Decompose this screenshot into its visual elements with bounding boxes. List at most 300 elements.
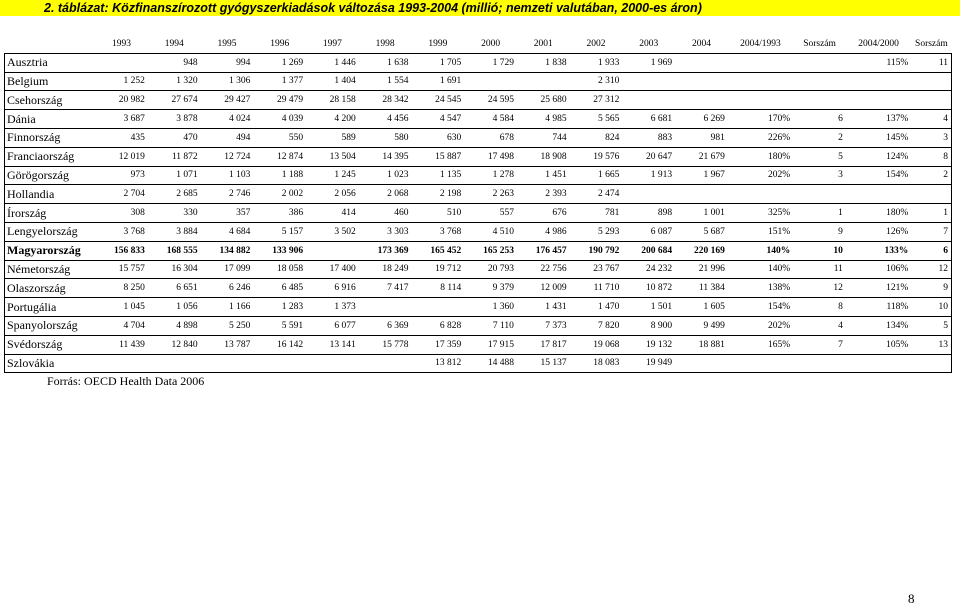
table-cell: 11 872: [148, 147, 201, 166]
table-cell: 12 724: [201, 147, 254, 166]
table-cell: 4 200: [306, 110, 359, 129]
table-cell: 9: [911, 279, 951, 298]
column-header: 1998: [375, 38, 395, 49]
table-cell: 11: [793, 260, 846, 279]
table-cell: 133 906: [253, 241, 306, 260]
table-cell: 180%: [846, 204, 911, 223]
country-name: Szlovákia: [5, 354, 96, 373]
table-cell: 165 253: [464, 241, 517, 260]
table-cell: 1 283: [253, 298, 306, 317]
table-cell: 1 691: [412, 72, 465, 91]
table-cell: 5 565: [570, 110, 623, 129]
table-cell: 1 431: [517, 298, 570, 317]
table-cell: 168 555: [148, 241, 201, 260]
table-cell: 17 817: [517, 335, 570, 354]
table-cell: 156 833: [95, 241, 148, 260]
table-cell: 1 446: [306, 53, 359, 72]
page-number: 8: [908, 591, 915, 606]
table-cell: 1 103: [201, 166, 254, 185]
table-cell: [306, 241, 359, 260]
table-cell: [793, 354, 846, 373]
table-cell: 1 705: [412, 53, 465, 72]
table-cell: [622, 72, 675, 91]
table-cell: [728, 53, 793, 72]
table-cell: 2 474: [570, 185, 623, 204]
table-cell: 5 250: [201, 316, 254, 335]
table-row: [5, 91, 952, 110]
table-cell: 2 310: [570, 72, 623, 91]
column-header: 2004: [691, 38, 711, 49]
table-cell: 589: [306, 128, 359, 147]
table-cell: [359, 298, 412, 317]
table-cell: 3 502: [306, 222, 359, 241]
table-cell: 7 417: [359, 279, 412, 298]
table-cell: 27 312: [570, 91, 623, 110]
table-cell: 8 900: [622, 316, 675, 335]
table-row: [5, 260, 952, 279]
table-cell: 6 077: [306, 316, 359, 335]
table-cell: 10: [911, 298, 951, 317]
table-cell: [728, 354, 793, 373]
country-name: Görögország: [5, 166, 96, 185]
table-cell: [911, 354, 951, 373]
table-cell: 1 166: [201, 298, 254, 317]
table-cell: [412, 298, 465, 317]
table-cell: [622, 185, 675, 204]
table-cell: 176 457: [517, 241, 570, 260]
table-cell: 180%: [728, 147, 793, 166]
table-cell: 3: [793, 166, 846, 185]
table-cell: 1 252: [95, 72, 148, 91]
table-cell: 4 986: [517, 222, 570, 241]
table-cell: 133%: [846, 241, 911, 260]
table-cell: 21 679: [675, 147, 728, 166]
table-cell: [675, 53, 728, 72]
table-cell: 1 373: [306, 298, 359, 317]
table-cell: 2 746: [201, 185, 254, 204]
table-cell: 1: [911, 204, 951, 223]
table-cell: [793, 185, 846, 204]
table-cell: 4 704: [95, 316, 148, 335]
country-name: Svédország: [5, 335, 96, 354]
table-cell: 17 099: [201, 260, 254, 279]
table-cell: 145%: [846, 128, 911, 147]
table-cell: 165%: [728, 335, 793, 354]
table-cell: 1 269: [253, 53, 306, 72]
table-cell: 1 967: [675, 166, 728, 185]
table-cell: 2 685: [148, 185, 201, 204]
table-cell: 824: [570, 128, 623, 147]
table-cell: 2 056: [306, 185, 359, 204]
table-cell: 20 793: [464, 260, 517, 279]
table-cell: 1 056: [148, 298, 201, 317]
table-cell: 357: [201, 204, 254, 223]
table-cell: 9 379: [464, 279, 517, 298]
country-name: Ausztria: [5, 53, 96, 72]
table-cell: [675, 91, 728, 110]
country-name: Franciaország: [5, 147, 96, 166]
table-cell: [675, 185, 728, 204]
table-cell: 13 787: [201, 335, 254, 354]
column-header: 2004/1993: [740, 38, 781, 49]
table-cell: 18 881: [675, 335, 728, 354]
column-header: 1999: [428, 38, 448, 49]
table-cell: 12 874: [253, 147, 306, 166]
table-row: [5, 316, 952, 335]
table-cell: 124%: [846, 147, 911, 166]
table-cell: 6 246: [201, 279, 254, 298]
table-cell: 13: [911, 335, 951, 354]
table-row: [5, 128, 952, 147]
table-cell: 4 898: [148, 316, 201, 335]
table-cell: [846, 354, 911, 373]
table-cell: 154%: [728, 298, 793, 317]
table-cell: 16 304: [148, 260, 201, 279]
table-cell: 134 882: [201, 241, 254, 260]
column-header: 2002: [586, 38, 606, 49]
table-cell: 325%: [728, 204, 793, 223]
table-cell: 1 320: [148, 72, 201, 91]
table-cell: 12: [911, 260, 951, 279]
table-cell: 24 545: [412, 91, 465, 110]
table-cell: 24 595: [464, 91, 517, 110]
table-cell: 19 068: [570, 335, 623, 354]
table-cell: 470: [148, 128, 201, 147]
table-row: [5, 354, 952, 373]
table-cell: 676: [517, 204, 570, 223]
table-row: [5, 222, 952, 241]
table-body: [5, 53, 952, 373]
table-cell: [793, 91, 846, 110]
table-row: [5, 72, 952, 91]
table-cell: 11 384: [675, 279, 728, 298]
table-cell: 744: [517, 128, 570, 147]
table-cell: 5: [793, 147, 846, 166]
table-cell: 140%: [728, 241, 793, 260]
table-cell: 1 278: [464, 166, 517, 185]
table-cell: 1 245: [306, 166, 359, 185]
table-cell: 18 083: [570, 354, 623, 373]
table-cell: 18 249: [359, 260, 412, 279]
table-row: [5, 166, 952, 185]
table-cell: 1 605: [675, 298, 728, 317]
table-cell: 9: [793, 222, 846, 241]
table-cell: 5 157: [253, 222, 306, 241]
table-cell: 2 393: [517, 185, 570, 204]
table-cell: 202%: [728, 166, 793, 185]
country-name: Olaszország: [5, 279, 96, 298]
table-cell: 126%: [846, 222, 911, 241]
table-cell: 24 232: [622, 260, 675, 279]
table-cell: 1 838: [517, 53, 570, 72]
table-cell: 3: [911, 128, 951, 147]
country-name: Belgium: [5, 72, 96, 91]
table-cell: 3 878: [148, 110, 201, 129]
table-cell: 1 045: [95, 298, 148, 317]
table-cell: [846, 72, 911, 91]
table-row: [5, 241, 952, 260]
table-cell: [911, 91, 951, 110]
table-cell: 170%: [728, 110, 793, 129]
table-cell: 580: [359, 128, 412, 147]
table-cell: 15 887: [412, 147, 465, 166]
table-cell: [622, 91, 675, 110]
table-cell: 4: [911, 110, 951, 129]
table-cell: [675, 72, 728, 91]
table-cell: 19 576: [570, 147, 623, 166]
table-cell: 3 687: [95, 110, 148, 129]
table-cell: 5 591: [253, 316, 306, 335]
table-cell: 18 908: [517, 147, 570, 166]
table-cell: 1 665: [570, 166, 623, 185]
table-cell: 28 158: [306, 91, 359, 110]
table-cell: 8 114: [412, 279, 465, 298]
table-cell: 1: [793, 204, 846, 223]
table-cell: 190 792: [570, 241, 623, 260]
table-cell: [728, 185, 793, 204]
country-name: Németország: [5, 260, 96, 279]
table-cell: 13 141: [306, 335, 359, 354]
table-row: [5, 110, 952, 129]
table-row: [5, 279, 952, 298]
table-cell: [728, 91, 793, 110]
table-cell: 202%: [728, 316, 793, 335]
table-cell: 2: [911, 166, 951, 185]
table-cell: 4 684: [201, 222, 254, 241]
table-cell: 11 439: [95, 335, 148, 354]
table-cell: 308: [95, 204, 148, 223]
table-cell: 9 499: [675, 316, 728, 335]
table-cell: 1 001: [675, 204, 728, 223]
table-cell: 7 110: [464, 316, 517, 335]
table-cell: 6 681: [622, 110, 675, 129]
table-cell: 11: [911, 53, 951, 72]
country-name: Írország: [5, 204, 96, 223]
table-cell: [793, 53, 846, 72]
table-cell: 3 884: [148, 222, 201, 241]
country-name: Dánia: [5, 110, 96, 129]
table-cell: 115%: [846, 53, 911, 72]
data-table: [4, 35, 952, 373]
table-row: [5, 185, 952, 204]
table-cell: [793, 72, 846, 91]
country-name: Lengyelország: [5, 222, 96, 241]
table-cell: 12 009: [517, 279, 570, 298]
column-header: 1997: [322, 38, 342, 49]
table-cell: 200 684: [622, 241, 675, 260]
table-cell: 1 377: [253, 72, 306, 91]
table-cell: 18 058: [253, 260, 306, 279]
table-cell: 17 498: [464, 147, 517, 166]
table-cell: 4 547: [412, 110, 465, 129]
table-cell: [464, 72, 517, 91]
table-cell: 2 704: [95, 185, 148, 204]
table-cell: 981: [675, 128, 728, 147]
table-cell: 4: [793, 316, 846, 335]
table-cell: 1 969: [622, 53, 675, 72]
table-cell: 137%: [846, 110, 911, 129]
table-cell: 6: [911, 241, 951, 260]
table-cell: 173 369: [359, 241, 412, 260]
table-row: [5, 147, 952, 166]
table-cell: 883: [622, 128, 675, 147]
table-cell: [148, 354, 201, 373]
table-cell: 13 504: [306, 147, 359, 166]
table-cell: 140%: [728, 260, 793, 279]
table-cell: [846, 91, 911, 110]
table-cell: 7 373: [517, 316, 570, 335]
table-cell: 6 269: [675, 110, 728, 129]
country-name: Finnország: [5, 128, 96, 147]
table-cell: 1 913: [622, 166, 675, 185]
table-cell: 6 651: [148, 279, 201, 298]
table-cell: 494: [201, 128, 254, 147]
country-name: Spanyolország: [5, 316, 96, 335]
table-cell: 4 456: [359, 110, 412, 129]
table-cell: 105%: [846, 335, 911, 354]
table-cell: 1 554: [359, 72, 412, 91]
table-cell: 106%: [846, 260, 911, 279]
table-cell: 2 263: [464, 185, 517, 204]
table-cell: [517, 72, 570, 91]
table-cell: 550: [253, 128, 306, 147]
table-cell: 7: [793, 335, 846, 354]
header-row: [5, 35, 952, 53]
table-cell: 386: [253, 204, 306, 223]
table-cell: 7: [911, 222, 951, 241]
source-note: Forrás: OECD Health Data 2006: [47, 374, 205, 388]
table-cell: 10 872: [622, 279, 675, 298]
column-header: Sorszám: [915, 38, 948, 49]
table-cell: [728, 72, 793, 91]
table-cell: 1 451: [517, 166, 570, 185]
table-cell: 7 820: [570, 316, 623, 335]
table-cell: [201, 354, 254, 373]
table-cell: 2 198: [412, 185, 465, 204]
table-cell: 3 768: [412, 222, 465, 241]
table-cell: 25 680: [517, 91, 570, 110]
table-cell: 14 395: [359, 147, 412, 166]
table-cell: 1 023: [359, 166, 412, 185]
table-cell: 15 137: [517, 354, 570, 373]
country-name: Portugália: [5, 298, 96, 317]
table-row: [5, 335, 952, 354]
table-row: [5, 53, 952, 72]
table-cell: 510: [412, 204, 465, 223]
table-cell: 1 501: [622, 298, 675, 317]
table-cell: 138%: [728, 279, 793, 298]
table-cell: 678: [464, 128, 517, 147]
table-cell: 226%: [728, 128, 793, 147]
table-cell: 1 638: [359, 53, 412, 72]
table-cell: [306, 354, 359, 373]
table-cell: 781: [570, 204, 623, 223]
table-cell: 6: [793, 110, 846, 129]
table-cell: 898: [622, 204, 675, 223]
table-cell: 4 985: [517, 110, 570, 129]
table-cell: 14 488: [464, 354, 517, 373]
table-cell: 1 071: [148, 166, 201, 185]
table-cell: 6 828: [412, 316, 465, 335]
column-header: 1995: [217, 38, 237, 49]
table-cell: [253, 354, 306, 373]
table-cell: 414: [306, 204, 359, 223]
table-cell: 17 359: [412, 335, 465, 354]
table-cell: 154%: [846, 166, 911, 185]
table-cell: 1 306: [201, 72, 254, 91]
table-cell: 10: [793, 241, 846, 260]
column-header: 2003: [639, 38, 659, 49]
table-cell: 6 369: [359, 316, 412, 335]
table-cell: 12 019: [95, 147, 148, 166]
table-cell: 948: [148, 53, 201, 72]
table-cell: 12: [793, 279, 846, 298]
table-cell: 4 584: [464, 110, 517, 129]
column-header: 2001: [533, 38, 553, 49]
column-header: 1994: [164, 38, 184, 49]
table-cell: 21 996: [675, 260, 728, 279]
table-cell: 15 757: [95, 260, 148, 279]
table-cell: 1 404: [306, 72, 359, 91]
table-cell: 19 712: [412, 260, 465, 279]
table-cell: 435: [95, 128, 148, 147]
table-cell: [95, 53, 148, 72]
table-title: 2. táblázat: Közfinanszírozott gyógyszerkiadások változása 1993-2004 (millió; nemzeti valutában, 2000-es áron): [0, 0, 960, 16]
column-header: 2000: [481, 38, 501, 49]
table-cell: 8 250: [95, 279, 148, 298]
table-cell: [95, 354, 148, 373]
table-cell: 4 024: [201, 110, 254, 129]
table-cell: 1 360: [464, 298, 517, 317]
table-cell: 2: [793, 128, 846, 147]
table-cell: 4 510: [464, 222, 517, 241]
table-cell: [911, 72, 951, 91]
table-cell: 29 427: [201, 91, 254, 110]
table-cell: [675, 354, 728, 373]
table-cell: 20 647: [622, 147, 675, 166]
table-cell: 220 169: [675, 241, 728, 260]
table-cell: 1 933: [570, 53, 623, 72]
table-cell: 28 342: [359, 91, 412, 110]
table-cell: [846, 185, 911, 204]
table-cell: 973: [95, 166, 148, 185]
table-cell: 5 293: [570, 222, 623, 241]
table-cell: 29 479: [253, 91, 306, 110]
country-name: Hollandia: [5, 185, 96, 204]
table-cell: 8: [793, 298, 846, 317]
table-cell: 1 135: [412, 166, 465, 185]
table-cell: 118%: [846, 298, 911, 317]
table-cell: 3 768: [95, 222, 148, 241]
table-cell: 17 400: [306, 260, 359, 279]
table-cell: 2 002: [253, 185, 306, 204]
table-cell: 3 303: [359, 222, 412, 241]
table-cell: 1 470: [570, 298, 623, 317]
table-cell: 4 039: [253, 110, 306, 129]
table-cell: 121%: [846, 279, 911, 298]
table-cell: 5: [911, 316, 951, 335]
table-cell: [911, 185, 951, 204]
column-header: 1996: [270, 38, 290, 49]
table-cell: 17 915: [464, 335, 517, 354]
table-cell: 630: [412, 128, 465, 147]
table-cell: 16 142: [253, 335, 306, 354]
table-row: [5, 298, 952, 317]
country-name: Csehország: [5, 91, 96, 110]
table-cell: [359, 354, 412, 373]
table-header: [5, 35, 952, 53]
table-row: [5, 204, 952, 223]
